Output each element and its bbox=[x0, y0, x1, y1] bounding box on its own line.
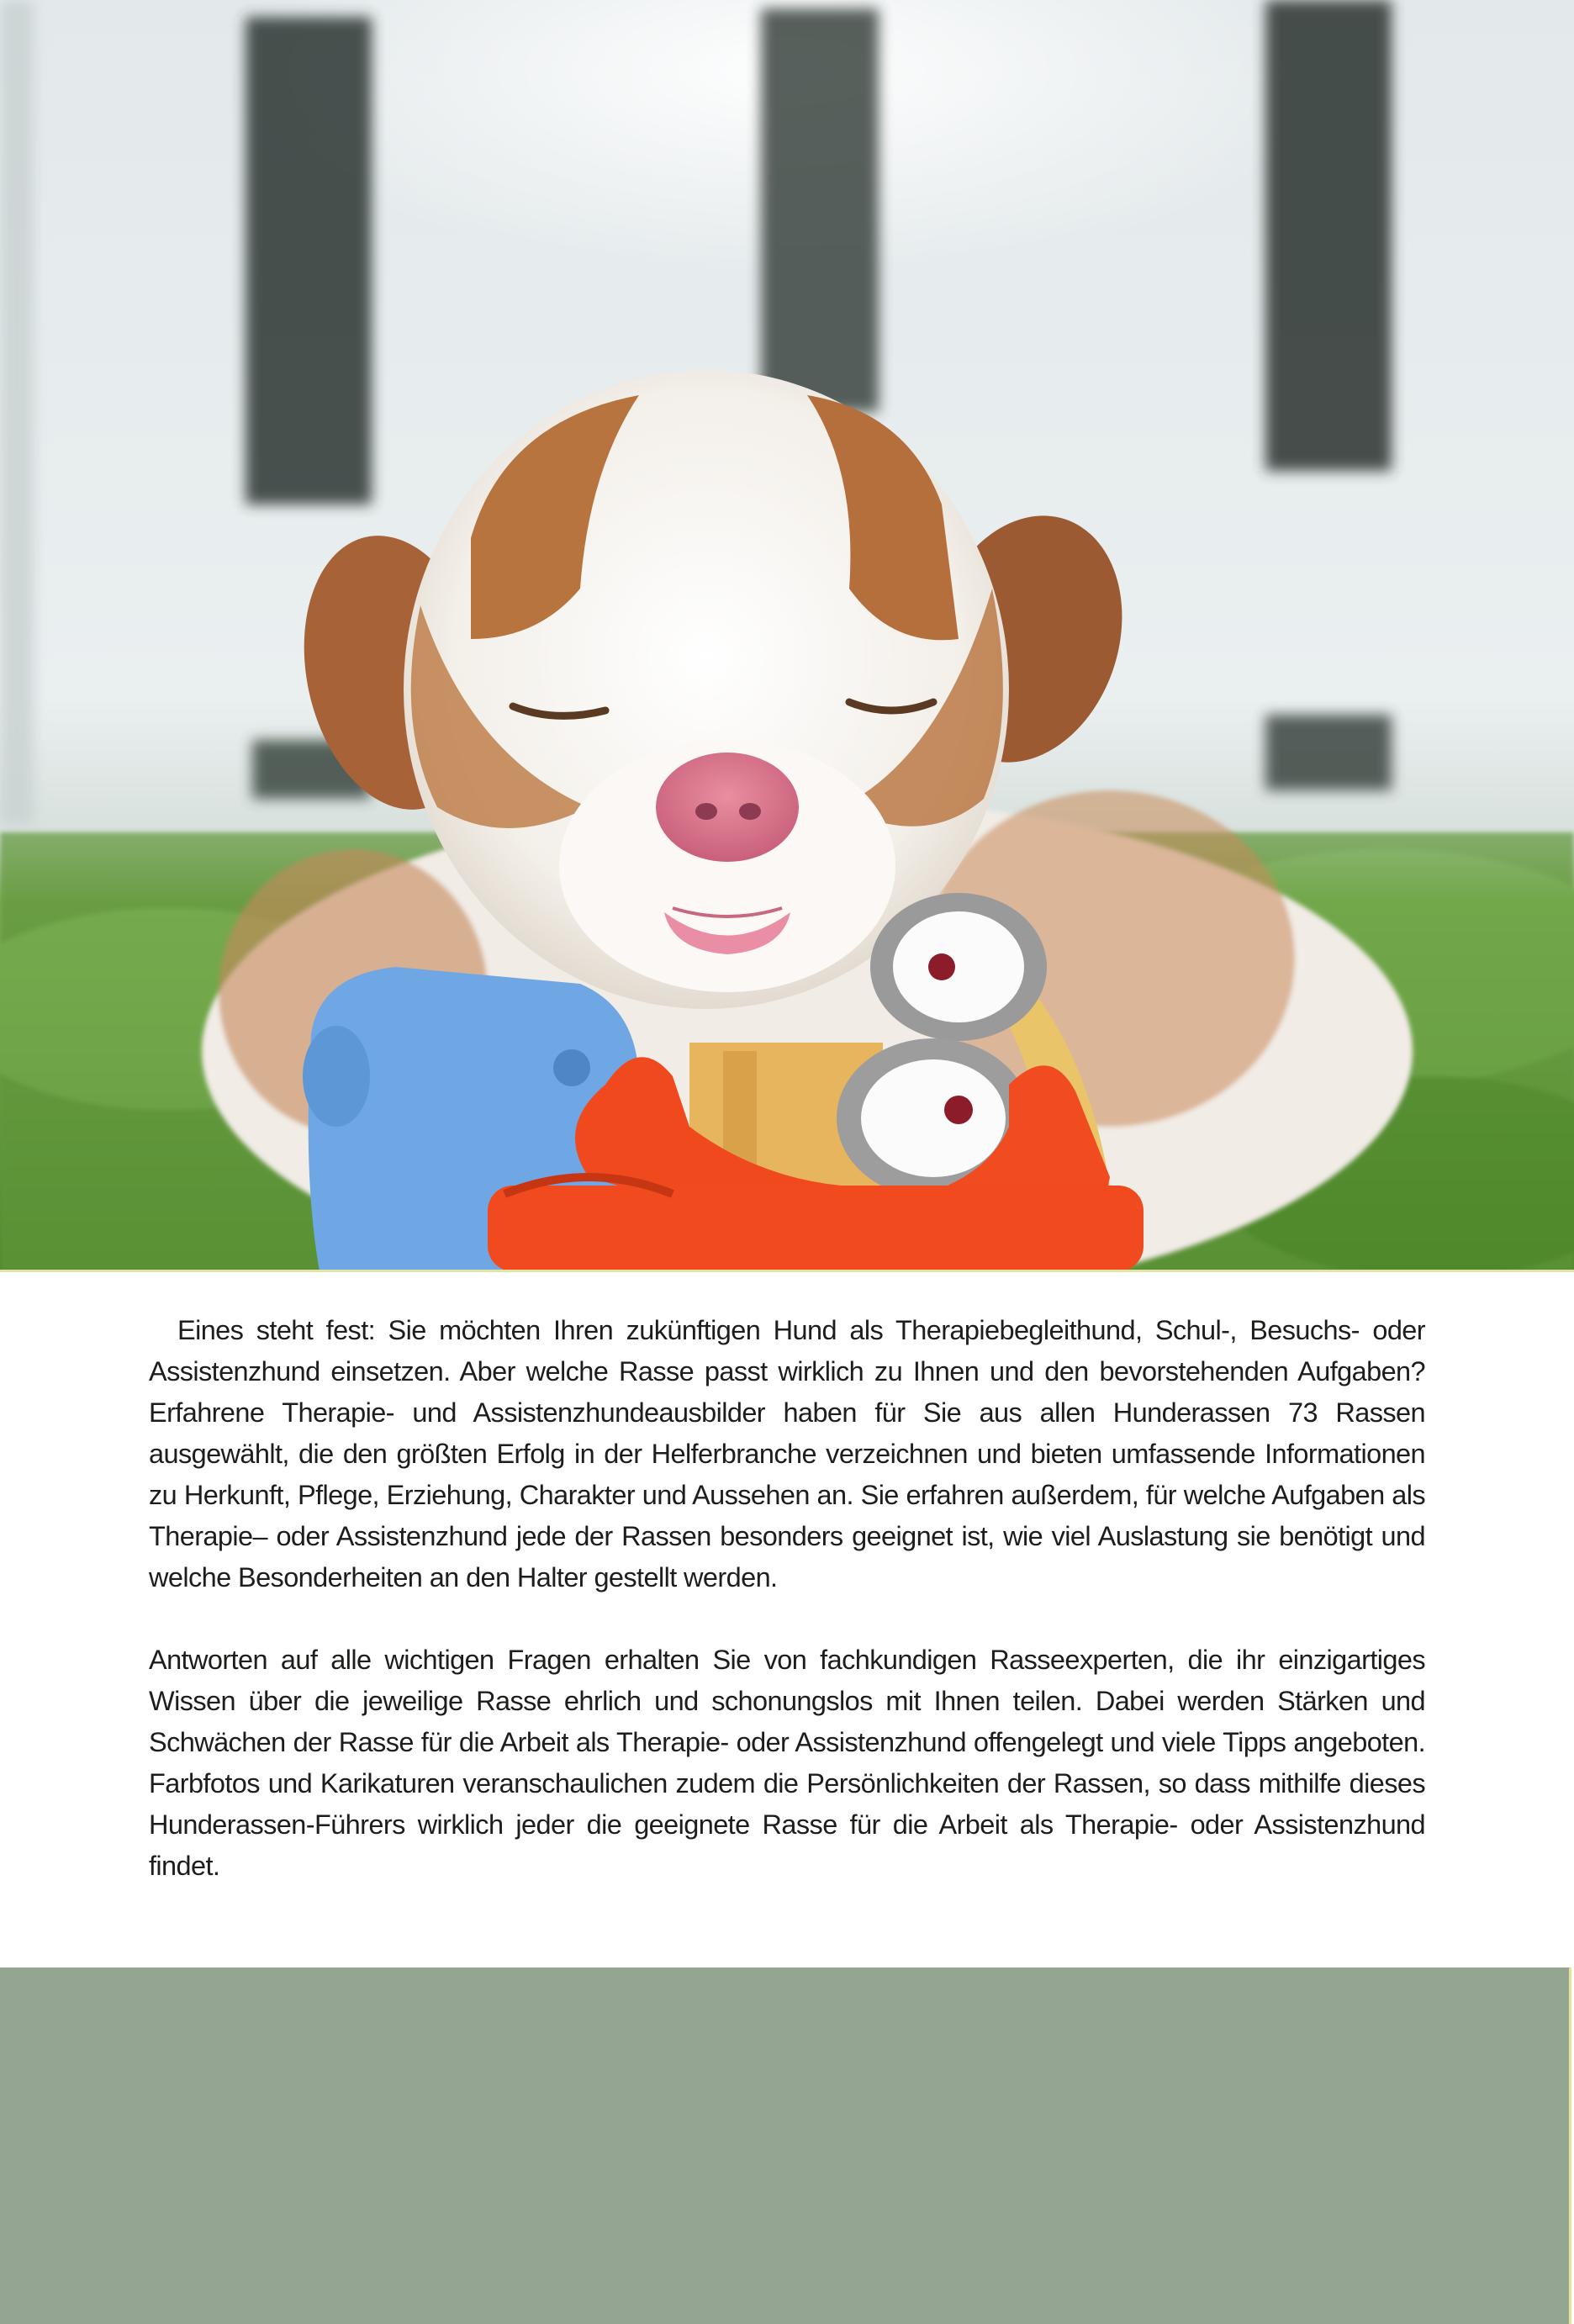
photo-divider-line bbox=[0, 1270, 1574, 1272]
back-cover-blurb bbox=[149, 1310, 1425, 1887]
bottom-band-edge-line bbox=[1569, 1967, 1571, 2324]
bottom-color-band bbox=[0, 1967, 1569, 2324]
blurb-paragraph-1: Eines steht fest: Sie möchten Ihren zukünftigen Hund als Therapiebegleithund, Schul-, Besuchs- oder Assistenzhund einsetzen. Aber welche Rasse passt wirklich zu Ihnen und den bevorstehenden Aufgaben? Erfahrene Therapie- und Assistenzhundeausbilder haben für Sie aus allen Hunderassen 73 Rassen ausgewählt, die den größten Erfolg in der Helferbranche verzeichnen und bieten umfassende Informationen zu Herkunft, Pflege, Erziehung, Charakter und Aussehen an. Sie erfahren außerdem, für welche Aufgaben als Therapie– oder Assistenzhund jede der Rassen besonders geeignet ist, wie viel Auslastung sie benötigt und welche Besonderheiten an den Halter gestellt werden. bbox=[149, 1315, 1425, 1592]
blurb-paragraph-2: Antworten auf alle wichtigen Fragen erhalten Sie von fachkundigen Rasseexperten, die ihr einzigartiges Wissen über die jeweilige Rasse ehrlich und schonungslos mit Ihnen teilen. Dabei werden Stärken und Schwächen der Rasse für die Arbeit als Therapie- oder Assistenzhund offengelegt und viele Tipps angeboten. Farbfotos und Karikaturen veranschaulichen zudem die Persönlichkeiten der Rassen, so dass mithilfe dieses Hunderassen-Führers wirklich jeder die geeignete Rasse für die Arbeit als Therapie- oder Assistenzhund findet. bbox=[149, 1645, 1425, 1881]
